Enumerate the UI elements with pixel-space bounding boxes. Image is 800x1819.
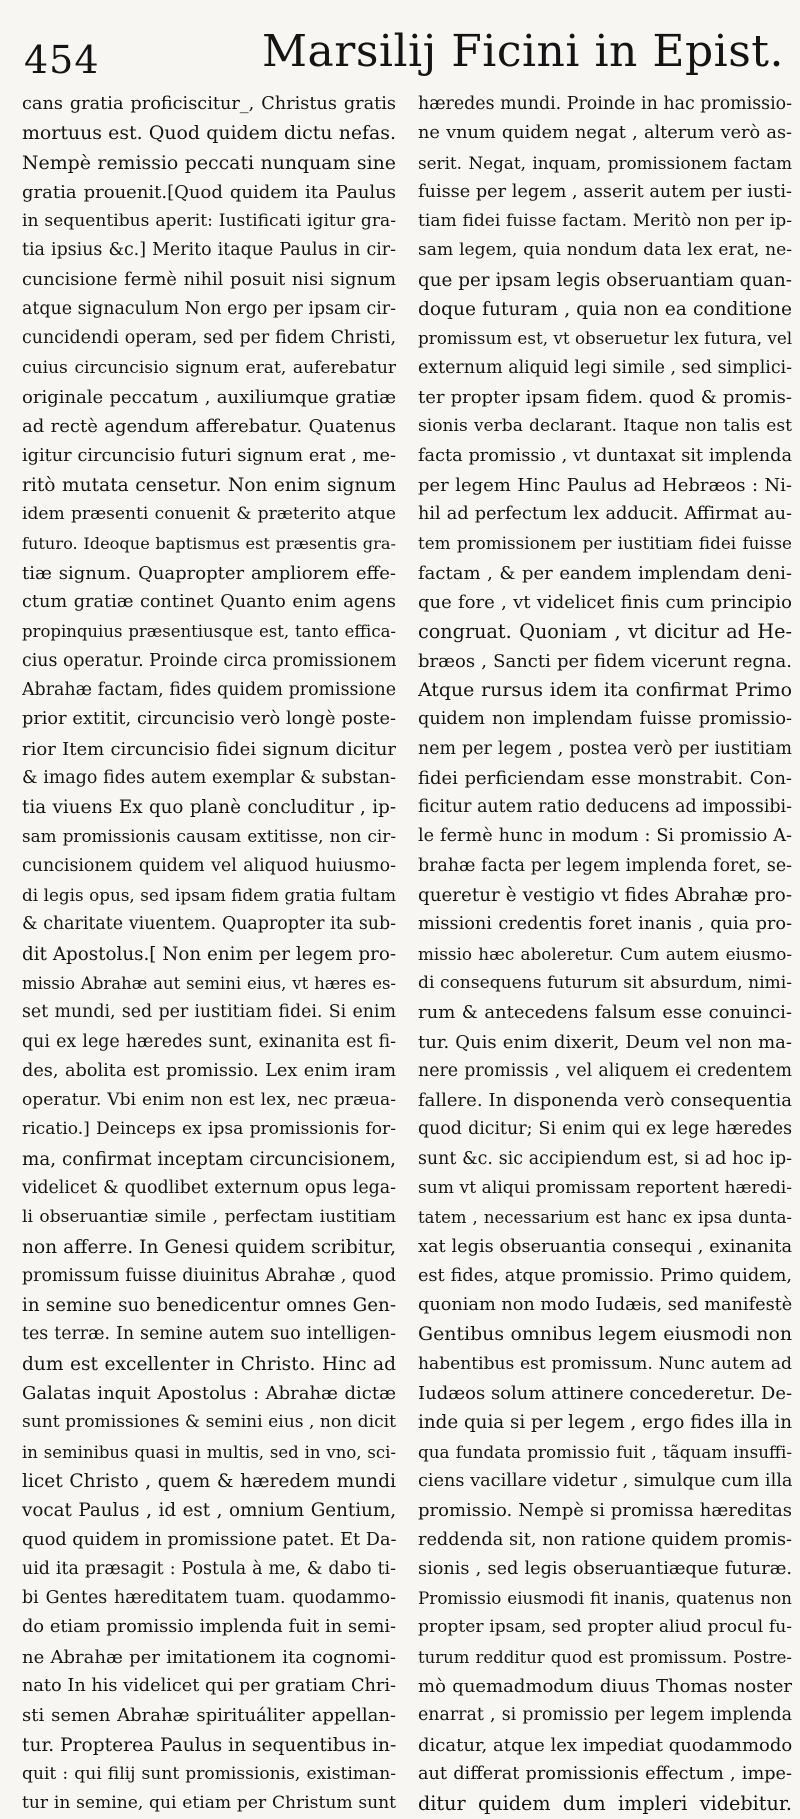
right-column [418, 90, 792, 1819]
text-line: Abrahæ factam, fides quidem promissione [22, 679, 396, 700]
text-line: tes terræ. In semine autem suo intelligen- [22, 1324, 396, 1345]
text-line: idem præsenti conuenit & præterito atque [22, 504, 396, 525]
page-header [22, 12, 792, 90]
text-line: tur. Propterea Paulus in sequentibus in- [22, 1734, 396, 1756]
text-line: dicatur, atque lex impediat quodammodo [418, 1734, 792, 1756]
text-line: Nempè remissio peccati nunquam sine [22, 151, 396, 174]
text-line: ricatio.] Deinceps ex ipsa promissionis for- [22, 1119, 396, 1140]
text-line: reddenda sit, non ratione quidem promis- [418, 1529, 792, 1550]
text-line: cuncisione fermè nihil posuit nisi signum [22, 269, 396, 290]
text-line: tiam fidei fuisse factam. Meritò non per ip- [418, 211, 792, 232]
text-line: quod dicitur; Si enim qui ex lege hæredes [418, 1119, 792, 1140]
text-line: factam , & per eandem implendam deni- [418, 562, 792, 584]
text-line: in seminibus quasi in multis, sed in vno, sci- [22, 1442, 396, 1462]
text-line: ne Abrahæ per imitationem ita cognomi- [22, 1646, 396, 1668]
text-line: per legem Hinc Paulus ad Hebræos : Ni- [418, 474, 792, 496]
text-line: habentibus est promissum. Nunc autem ad [418, 1353, 792, 1374]
text-line: in semine suo benedicentur omnes Gen- [22, 1295, 396, 1317]
text-line: le fermè hunc in modum : Si promissio A- [418, 826, 792, 847]
text-line: sam promissionis causam extitisse, non cir- [22, 826, 396, 847]
text-line: sionis , sed legis obseruantiæque futuræ. [418, 1558, 792, 1579]
text-line: sti semen Abrahæ spirituáliter appellan- [22, 1705, 396, 1727]
text-line: facta promissio , vt duntaxat sit implenda [418, 445, 792, 466]
text-line: in sequentibus aperit: Iustificati igitur gra- [22, 211, 396, 232]
text-line: Iudæos solum attinere concederetur. De- [418, 1383, 792, 1405]
text-line: & charitate viuentem. Quapropter ita sub- [22, 914, 396, 935]
text-line: videlicet & quodlibet externum opus lega- [22, 1177, 396, 1198]
text-line: sam legem, quia nondum data lex erat, ne- [418, 240, 792, 261]
text-line: di legis opus, sed ipsam fidem gratia fultam [22, 885, 396, 906]
text-line: quidem non implendam fuisse promissio- [418, 709, 792, 730]
text-line: sionis verba declarant. Itaque non talis est [418, 416, 792, 437]
text-line: ma, confirmat inceptam circuncisionem, [22, 1148, 396, 1170]
text-line: sunt promissiones & semini eius , non dicit [22, 1412, 396, 1433]
text-line: set mundi, sed per iustitiam fidei. Si enim [22, 1002, 396, 1023]
text-line: di consequens futurum sit absurdum, nimi- [418, 972, 792, 993]
text-line: ciens vacillare videtur , simulque cum illa [418, 1470, 792, 1491]
text-line: tia ipsius &c.] Merito itaque Paulus in cir- [22, 240, 396, 261]
text-line: promissum est, vt obseruetur lex futura, vel [418, 328, 792, 349]
text-line: dum est excellenter in Christo. Hinc ad [22, 1353, 396, 1375]
text-line: Promissio eiusmodi fit inanis, quatenus non [418, 1588, 792, 1609]
text-line: li obseruantiæ simile , perfectam iustitiam [22, 1207, 396, 1228]
text-line: operatur. Vbi enim non est lex, nec præua- [22, 1090, 396, 1111]
text-line: sum vt aliqui promissam reportent hæredi- [418, 1177, 792, 1198]
text-line: bi Gentes hæreditatem tuam. quodammo- [22, 1588, 396, 1609]
text-line: Gentibus omnibus legem eiusmodi non [418, 1323, 792, 1346]
text-line: vocat Paulus , id est , omnium Gentium, [22, 1500, 396, 1522]
text-line: sunt &c. sic accipiendum est, si ad hoc ip- [418, 1148, 792, 1169]
text-line: fidei perficiendam esse monstrabit. Con- [418, 767, 792, 789]
text-line: inde quia si per legem , ergo fides illa in [418, 1412, 792, 1434]
text-line: ctum gratiæ continet Quanto enim agens [22, 592, 396, 613]
text-line: ne vnum quidem negat , alterum verò as- [418, 123, 792, 144]
text-line: turum redditur quod est promissum. Postre- [418, 1647, 792, 1667]
text-line: rior Item circuncisio fidei signum dicitur [22, 738, 396, 760]
text-line: missio hæc aboleretur. Cum autem eiusmo- [418, 943, 792, 964]
text-line: do etiam promissio implenda fuit in semi- [22, 1617, 396, 1638]
text-line: tatem , necessarium est hanc ex ipsa dunta- [418, 1208, 792, 1228]
text-line: Atque rursus idem ita confirmat Primo [418, 678, 792, 701]
text-line: fallere. In disponenda verò consequentia [418, 1090, 792, 1112]
page-number: 454 [24, 38, 100, 82]
text-line: que fore , vt videlicet finis cum principio [418, 592, 792, 614]
running-title: Marsilij Ficini in Epist. [262, 26, 784, 77]
left-column [22, 90, 396, 1819]
text-line: nere promissis , vel aliquem ei credentem [418, 1060, 792, 1081]
text-columns [22, 90, 792, 1819]
text-line: dit Apostolus.[ Non enim per legem pro- [22, 943, 396, 965]
text-line: igitur circuncisio futuri signum erat , me- [22, 445, 396, 466]
text-line: fuisse per legem , asserit autem per iusti- [418, 181, 792, 202]
text-line: hæredes mundi. Proinde in hac promissio- [418, 94, 792, 114]
text-line: nato In his videlicet qui per gratiam Chri- [22, 1676, 396, 1697]
text-line: qui ex lege hæredes sunt, exinanita est fi- [22, 1031, 396, 1052]
text-line: congruat. Quoniam , vt dicitur ad He- [418, 620, 792, 644]
text-line: non afferre. In Genesi quidem scribitur, [22, 1236, 396, 1258]
text-line: xat legis obseruantia consequi , exinanita [418, 1236, 792, 1257]
text-line: ritò mutata censetur. Non enim signum [22, 474, 396, 496]
text-line: ter propter ipsam fidem. quod & promis- [418, 386, 792, 408]
text-line: uid ita præsagit : Postula à me, & dabo ti- [22, 1558, 396, 1579]
text-line: cuncisionem quidem vel aliquod huiusmo- [22, 855, 396, 876]
text-line: tem promissionem per iustitiam fidei fuisse [418, 533, 792, 554]
text-line: tur in semine, qui etiam per Christum sunt [22, 1793, 396, 1814]
text-line: promissum fuisse diuinitus Abrahæ , quod [22, 1265, 396, 1286]
text-line: licet Christo , quem & hæredem mundi [22, 1470, 396, 1492]
text-line: nem per legem , postea verò per iustitiam [418, 738, 792, 759]
text-line: promissio. Nempè si promissa hæreditas [418, 1500, 792, 1522]
text-line: mortuus est. Quod quidem dictu nefas. [22, 122, 396, 145]
text-line: que per ipsam legis obseruantiam quan- [418, 269, 792, 291]
text-line: Galatas inquit Apostolus : Abrahæ dictæ [22, 1383, 396, 1405]
text-line: ficitur autem ratio deducens ad impossibi- [418, 797, 792, 818]
text-line: rum & antecedens falsum esse conuinci- [418, 1002, 792, 1024]
text-line: enarrat , si promissio per legem implenda [418, 1705, 792, 1726]
text-line: cuncidendi operam, sed per fidem Christi, [22, 328, 396, 349]
text-line: des, abolita est promissio. Lex enim iram [22, 1060, 396, 1081]
text-line: atque signaculum Non ergo per ipsam cir- [22, 299, 396, 320]
text-line: doque futuram , quia non ea conditione [418, 299, 792, 321]
text-line: serit. Negat, inquam, promissionem factam [418, 152, 792, 173]
text-line: quoniam non modo Iudæis, sed manifestè [418, 1295, 792, 1316]
text-line: tur. Quis enim dixerit, Deum vel non ma- [418, 1031, 792, 1053]
text-line: gratia prouenit.[Quod quidem ita Paulus [22, 181, 396, 203]
text-line: tia viuens Ex quo planè concluditur , ip- [22, 797, 396, 819]
text-line: & imago fides autem exemplar & substan- [22, 767, 396, 788]
text-line: tiæ signum. Quapropter ampliorem effe- [22, 562, 396, 584]
text-line: queretur è vestigio vt fides Abrahæ pro- [418, 885, 792, 907]
text-line: cius operatur. Proinde circa promissionem [22, 650, 396, 671]
text-line: mò quemadmodum diuus Thomas noster [418, 1676, 792, 1698]
text-line: quit : qui filij sunt promissionis, existiman- [22, 1763, 396, 1784]
text-line: quod quidem in promissione patet. Et Da- [22, 1529, 396, 1550]
text-line: missioni credentis foret inanis , quia pro- [418, 914, 792, 935]
text-line: originale peccatum , auxiliumque gratiæ [22, 386, 396, 408]
text-line: externum aliquid legi simile , sed simplici- [418, 357, 792, 378]
text-line: cuius circuncisio signum erat, auferebatur [22, 357, 396, 378]
text-line: bræos , Sancti per fidem vicerunt regna. [418, 650, 792, 672]
text-line: hil ad perfectum lex adducit. Affirmat au- [418, 504, 792, 525]
text-line: propinquius præsentiusque est, tanto effica- [22, 622, 396, 642]
text-line: aut differat promissionis effectum , impe- [418, 1763, 792, 1784]
text-line: cans gratia proficiscitur_, Christus gratis [22, 94, 396, 114]
text-line: missio Abrahæ aut semini eius, vt hæres es- [22, 973, 396, 993]
text-line: ditur quidem dum impleri videbitur. [418, 1792, 792, 1816]
text-line: est fides, atque promissio. Primo quidem, [418, 1265, 792, 1286]
text-line: propter ipsam, sed propter aliud procul fu- [418, 1617, 792, 1638]
text-line: brahæ facta per legem implenda foret, se- [418, 855, 792, 876]
text-line: qua fundata promissio fuit , tãquam insuffi- [418, 1441, 792, 1462]
text-line: ad rectè agendum afferebatur. Quatenus [22, 416, 396, 438]
text-line: futuro. Ideoque baptismus est præsentis gra- [22, 534, 396, 554]
text-line: prior extitit, circuncisio verò longè poste- [22, 709, 396, 730]
